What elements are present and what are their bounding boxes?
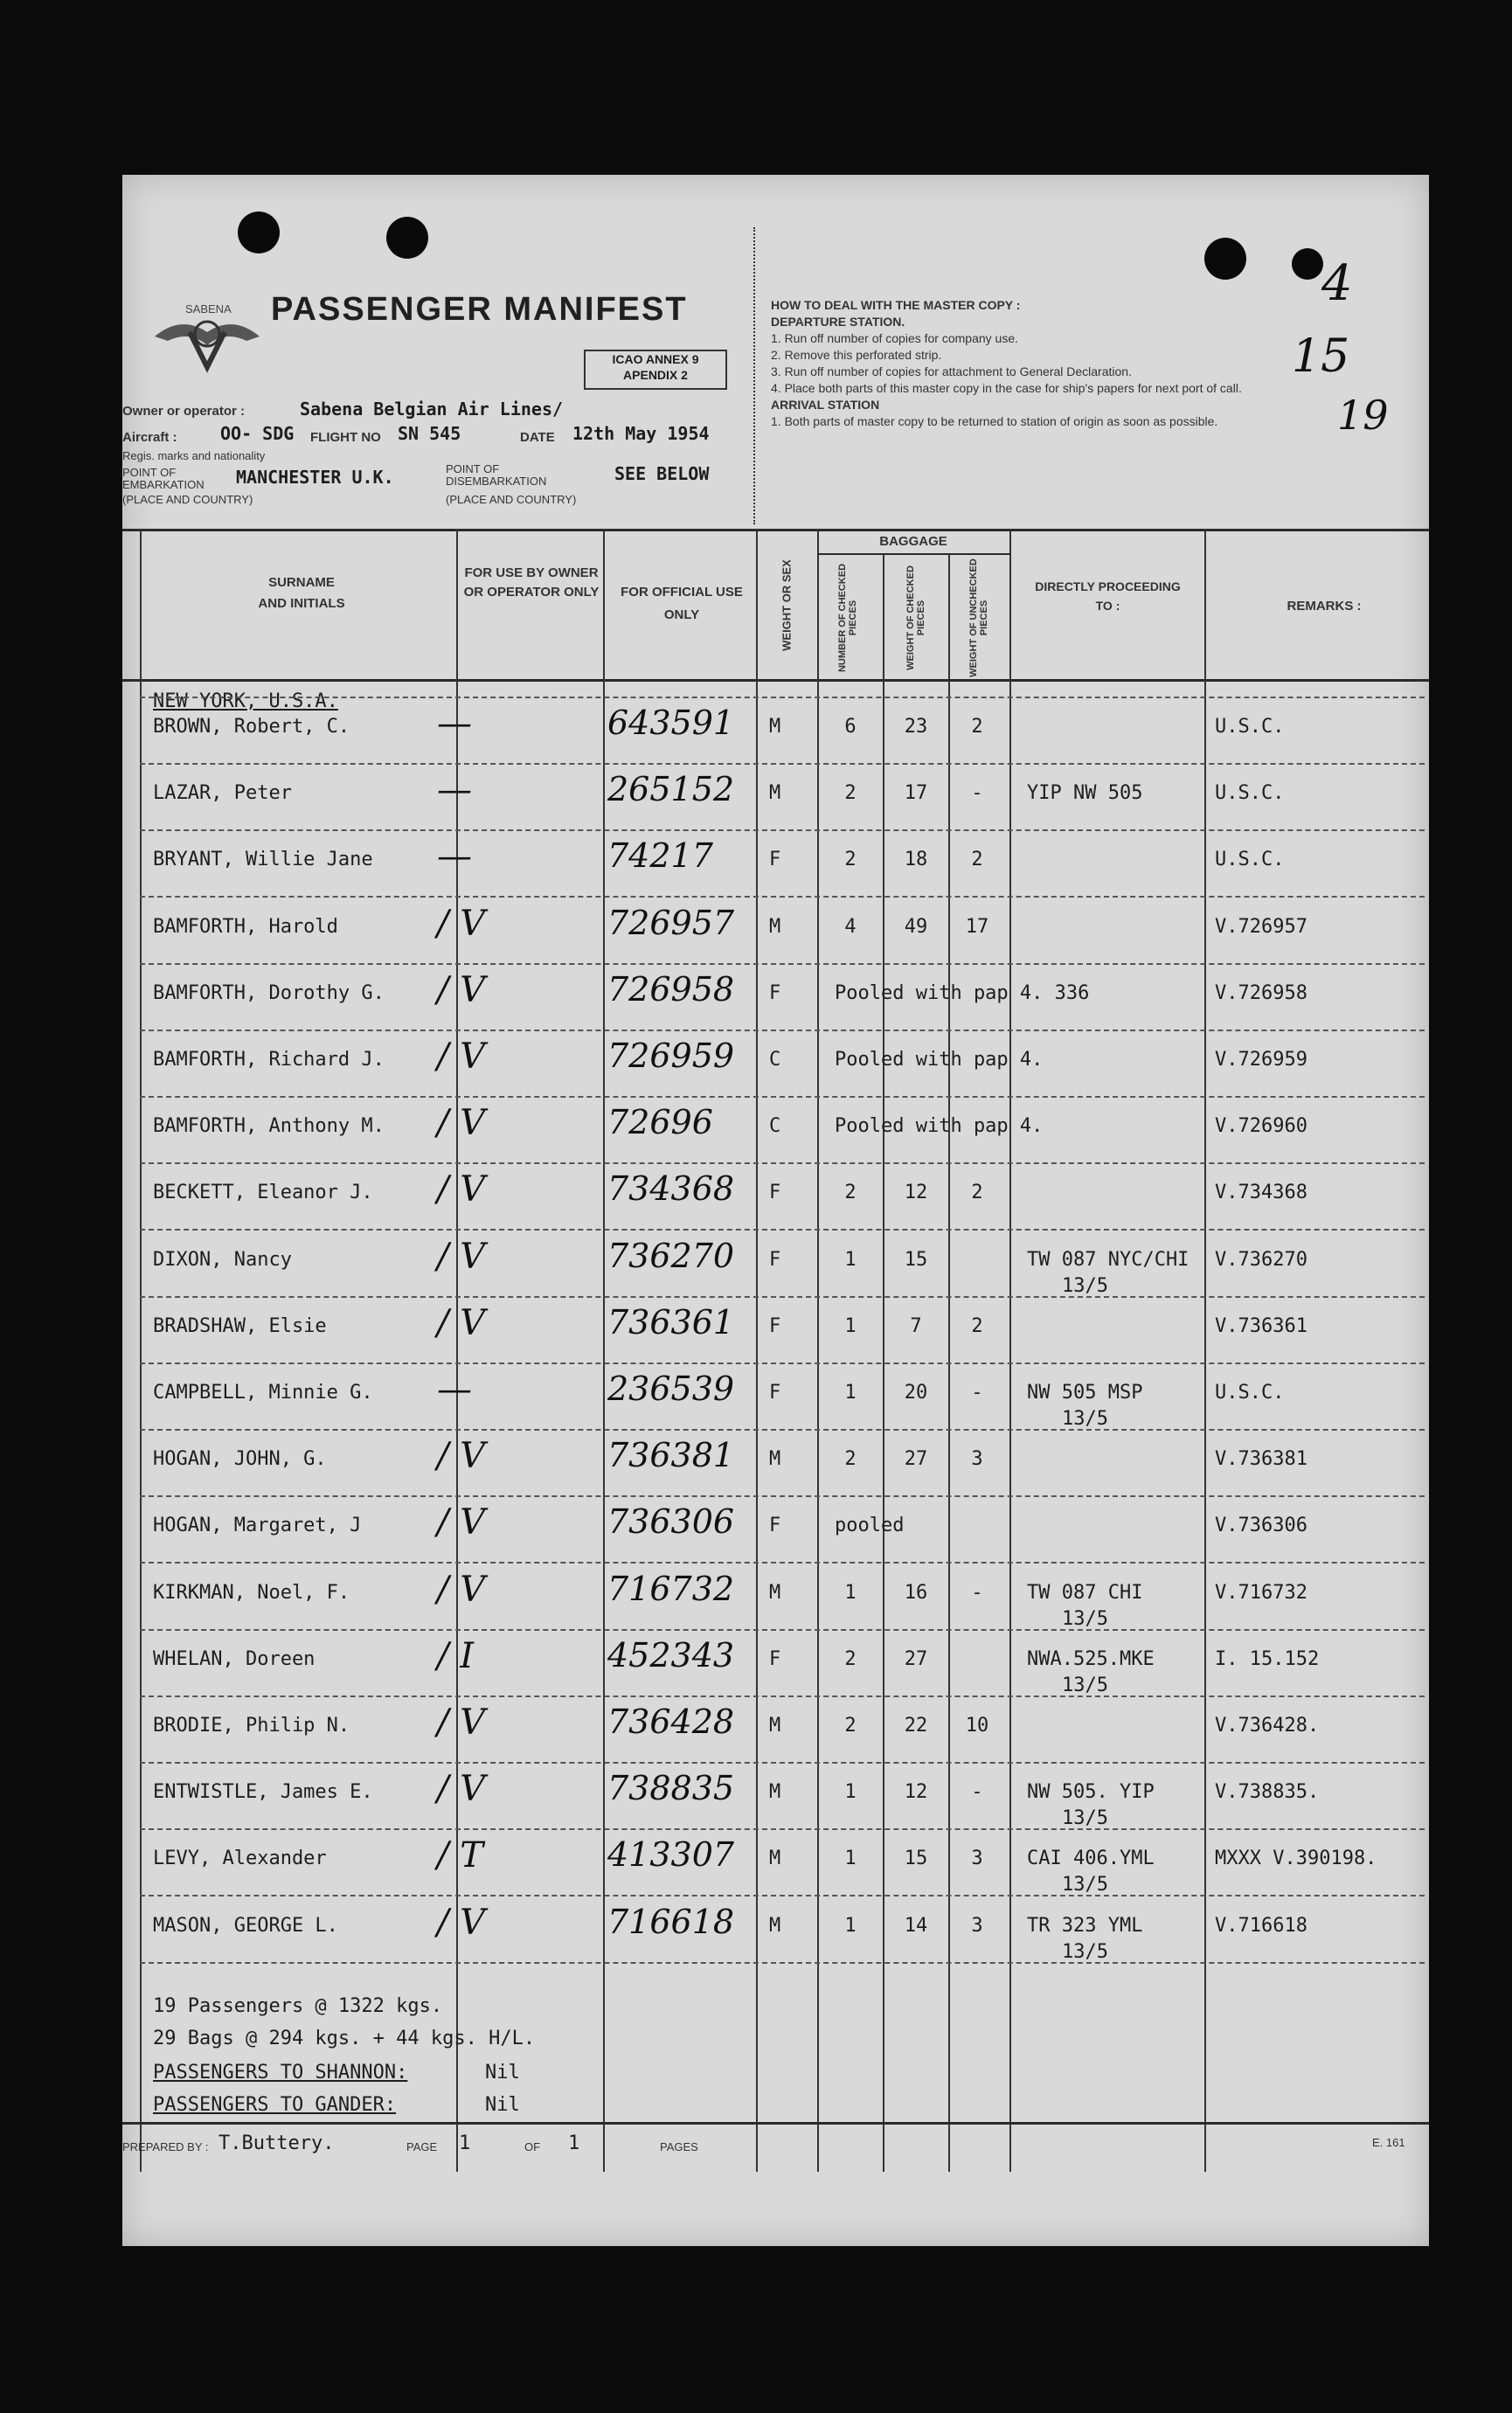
remarks: V.726958	[1215, 981, 1307, 1004]
owner-mark: / V	[437, 1569, 486, 1610]
logo-text: SABENA	[185, 302, 232, 315]
passenger-name: BAMFORTH, Anthony M.	[153, 1115, 385, 1138]
instruction-item: 3. Run off number of copies for attachment to General Declaration.	[771, 364, 1132, 378]
form-title: PASSENGER MANIFEST	[271, 291, 688, 328]
col-official-use: FOR OFFICIAL USE ONLY	[621, 585, 743, 622]
owner-mark: / V	[437, 1236, 486, 1277]
table-row	[122, 1902, 1429, 1978]
checked-weight: 14	[904, 1914, 928, 1937]
punch-hole	[238, 211, 280, 253]
remarks: V.726960	[1215, 1115, 1307, 1138]
disembark-value: SEE BELOW	[614, 463, 710, 484]
proceeding-date: 13/5	[1062, 1874, 1108, 1896]
unchecked-weight: 3	[971, 1448, 983, 1471]
remarks: I. 15.152	[1215, 1647, 1320, 1670]
unchecked-weight: 2	[971, 1314, 983, 1337]
passenger-name: WHELAN, Doreen	[153, 1647, 316, 1670]
flight-label: FLIGHT NO	[310, 430, 381, 445]
of-label: OF	[524, 2140, 541, 2153]
remarks: V.736428.	[1215, 1715, 1320, 1737]
passenger-name: LAZAR, Peter	[153, 782, 292, 805]
owner-mark: —	[437, 836, 472, 877]
passenger-sex: M	[769, 782, 781, 805]
pages-label: PAGES	[660, 2140, 698, 2153]
checked-weight: 49	[904, 915, 928, 938]
unchecked-weight: 2	[971, 849, 983, 871]
proceeding-to: CAI 406.YML	[1027, 1848, 1155, 1870]
instruction-item: 2. Remove this perforated strip.	[771, 348, 942, 362]
unchecked-weight: -	[971, 1581, 983, 1604]
row-rule	[140, 763, 1425, 765]
remarks: V.736270	[1215, 1248, 1307, 1271]
checked-weight: 17	[904, 782, 928, 805]
passenger-sex: F	[769, 1382, 781, 1404]
proceeding-date: 13/5	[1062, 1940, 1108, 1963]
table-row	[122, 1436, 1429, 1511]
checked-pieces: 6	[844, 716, 857, 738]
official-number: 734368	[607, 1169, 735, 1209]
unchecked-weight: -	[971, 1781, 983, 1804]
table-row	[122, 1103, 1429, 1178]
owner-mark: / V	[437, 969, 486, 1010]
arrival-heading: ARRIVAL STATION	[771, 398, 880, 412]
col-checked-num: NUMBER OF CHECKED PIECES	[837, 563, 858, 673]
checked-pieces: 2	[844, 1448, 857, 1471]
remarks: V.726957	[1215, 915, 1307, 938]
checked-pieces: 4	[844, 915, 857, 938]
checked-weight: 23	[904, 716, 928, 738]
owner-mark: / V	[437, 1902, 486, 1943]
official-number: 413307	[607, 1835, 735, 1875]
passenger-name: CAMPBELL, Minnie G.	[153, 1382, 373, 1404]
passenger-name: BAMFORTH, Richard J.	[153, 1049, 385, 1071]
owner-mark: / V	[437, 1037, 486, 1077]
header-bottom-rule	[122, 679, 1429, 682]
passenger-sex: F	[769, 981, 781, 1004]
checked-pieces: 1	[844, 1382, 857, 1404]
passenger-sex: C	[769, 1049, 781, 1071]
instruction-item: 4. Place both parts of this master copy in the case for ship's papers for next port of call.	[771, 381, 1242, 395]
row-rule	[140, 1162, 1425, 1164]
checked-weight: 20	[904, 1382, 928, 1404]
col-checked-wgt: WEIGHT OF CHECKED PIECES	[905, 565, 926, 670]
passenger-sex: F	[769, 1182, 781, 1204]
owner-mark: —	[437, 1369, 472, 1410]
checked-pieces: 2	[844, 1715, 857, 1737]
row-rule	[140, 829, 1425, 831]
instruction-item: 1. Both parts of master copy to be returned to station of origin as soon as possible.	[771, 414, 1218, 428]
checked-weight: 18	[904, 849, 928, 871]
checked-weight: 27	[904, 1647, 928, 1670]
sabena-logo	[150, 297, 264, 385]
owner-mark: / V	[437, 1702, 486, 1743]
manifest-sheet	[122, 175, 1429, 2246]
operator-value: Sabena Belgian Air Lines/	[300, 399, 564, 420]
regmarks-label: Regis. marks and nationality	[122, 449, 266, 462]
instructions	[771, 297, 1356, 430]
checked-weight: 15	[904, 1848, 928, 1870]
pooled-note: Pooled with pap 4.	[835, 1115, 1044, 1138]
passenger-sex: F	[769, 1314, 781, 1337]
official-number: 726958	[607, 969, 735, 1009]
passenger-sex: M	[769, 716, 781, 738]
official-number: 736306	[607, 1502, 735, 1542]
checked-weight: 27	[904, 1448, 928, 1471]
remarks: V.738835.	[1215, 1781, 1320, 1804]
corner-mark: 15	[1292, 330, 1350, 383]
col-sex: WEIGHT OR SEX	[780, 559, 794, 651]
pooled-note: Pooled with pap 4.	[835, 1049, 1044, 1071]
row-rule	[140, 1828, 1425, 1830]
proceeding-to: NWA.525.MKE	[1027, 1647, 1155, 1670]
unchecked-weight: -	[971, 782, 983, 805]
owner-mark: / V	[437, 1436, 486, 1477]
passenger-name: BROWN, Robert, C.	[153, 716, 350, 738]
unchecked-weight: 3	[971, 1848, 983, 1870]
passenger-name: DIXON, Nancy	[153, 1248, 292, 1271]
unchecked-weight: 2	[971, 1182, 983, 1204]
table-row	[122, 903, 1429, 979]
table-row	[122, 969, 1429, 1045]
official-number: 716732	[607, 1569, 735, 1608]
row-rule	[140, 1296, 1425, 1298]
baggage-rule	[817, 553, 1009, 555]
place-country-label: (PLACE AND COUNTRY)	[122, 493, 253, 506]
table-row	[122, 770, 1429, 845]
passenger-sex: C	[769, 1115, 781, 1138]
official-number: 72696	[607, 1103, 713, 1142]
checked-weight: 12	[904, 1182, 928, 1204]
checked-pieces: 2	[844, 782, 857, 805]
checked-pieces: 1	[844, 1781, 857, 1804]
proceeding-to: NW 505. YIP	[1027, 1781, 1155, 1804]
table-row	[122, 1037, 1429, 1112]
passenger-name: BAMFORTH, Dorothy G.	[153, 981, 385, 1004]
checked-pieces: 1	[844, 1314, 857, 1337]
shannon-value: Nil	[485, 2062, 520, 2084]
icao-line1: ICAO ANNEX 9	[612, 352, 699, 366]
instruction-item: 1. Run off number of copies for company use.	[771, 331, 1019, 345]
remarks: U.S.C.	[1215, 782, 1285, 805]
official-number: 736381	[607, 1436, 735, 1475]
remarks: V.716618	[1215, 1914, 1307, 1937]
table-row	[122, 1369, 1429, 1445]
pooled-note: pooled	[835, 1515, 905, 1537]
unchecked-weight: 10	[965, 1715, 989, 1737]
aircraft-value: OO- SDG	[220, 423, 295, 444]
col-unchecked-wgt: WEIGHT OF UNCHECKED PIECES	[968, 558, 989, 677]
row-rule	[140, 1429, 1425, 1431]
official-number: 736361	[607, 1302, 735, 1342]
passenger-name: BECKETT, Eleanor J.	[153, 1182, 373, 1204]
passenger-name: BAMFORTH, Harold	[153, 915, 338, 938]
row-rule	[140, 697, 1425, 698]
passenger-sex: M	[769, 1448, 781, 1471]
row-rule	[140, 1096, 1425, 1098]
col-owner-use: FOR USE BY OWNER OR OPERATOR ONLY	[463, 565, 600, 600]
owner-mark: / V	[437, 1502, 486, 1543]
official-number: 736270	[607, 1236, 735, 1275]
perforation-line	[753, 227, 755, 524]
passenger-name: BRYANT, Willie Jane	[153, 849, 373, 871]
footer-rule	[122, 2122, 1429, 2125]
proceeding-to: TR 323 YML	[1027, 1914, 1143, 1937]
table-row	[122, 836, 1429, 912]
table-row	[122, 1635, 1429, 1711]
gander-value: Nil	[485, 2094, 520, 2116]
passenger-name: HOGAN, Margaret, J	[153, 1515, 362, 1537]
remarks: MXXX V.390198.	[1215, 1848, 1377, 1870]
remarks: V.734368	[1215, 1182, 1307, 1204]
passenger-sex: M	[769, 1581, 781, 1604]
page-label: PAGE	[406, 2140, 438, 2153]
owner-mark: / V	[437, 1769, 486, 1810]
owner-mark: / V	[437, 1103, 486, 1144]
operator-label: Owner or operator :	[122, 404, 246, 419]
departure-heading: DEPARTURE STATION.	[771, 315, 905, 329]
passenger-name: KIRKMAN, Noel, F.	[153, 1581, 350, 1604]
remarks: V.736361	[1215, 1314, 1307, 1337]
owner-mark: —	[437, 770, 472, 811]
table-row	[122, 1302, 1429, 1378]
unchecked-weight: 17	[965, 915, 989, 938]
row-rule	[140, 1895, 1425, 1896]
proceeding-to: YIP NW 505	[1027, 782, 1143, 805]
remarks: U.S.C.	[1215, 716, 1285, 738]
remarks: V.736306	[1215, 1515, 1307, 1537]
checked-weight: 22	[904, 1715, 928, 1737]
unchecked-weight: 2	[971, 716, 983, 738]
passenger-sex: F	[769, 1515, 781, 1537]
official-number: 236539	[607, 1369, 735, 1408]
remarks: U.S.C.	[1215, 849, 1285, 871]
form-code: E. 161	[1372, 2136, 1405, 2149]
official-number: 738835	[607, 1769, 735, 1808]
official-number: 265152	[607, 770, 735, 809]
checked-pieces: 2	[844, 1182, 857, 1204]
col-remarks: REMARKS :	[1287, 599, 1362, 614]
place-country-label-2: (PLACE AND COUNTRY)	[446, 493, 577, 506]
passenger-name: HOGAN, JOHN, G.	[153, 1448, 327, 1471]
corner-mark: 19	[1337, 392, 1389, 439]
passenger-name: BRODIE, Philip N.	[153, 1715, 350, 1737]
passenger-sex: M	[769, 1914, 781, 1937]
owner-mark: / T	[437, 1835, 483, 1876]
checked-pieces: 1	[844, 1581, 857, 1604]
proceeding-date: 13/5	[1062, 1408, 1108, 1430]
proceeding-date: 13/5	[1062, 1607, 1108, 1630]
row-rule	[140, 1030, 1425, 1031]
corner-mark: 4	[1321, 255, 1353, 312]
table-row	[122, 704, 1429, 779]
proceeding-date: 13/5	[1062, 1674, 1108, 1696]
unchecked-weight: -	[971, 1382, 983, 1404]
col-directly: DIRECTLY PROCEEDING TO :	[1035, 579, 1181, 613]
passenger-name: MASON, GEORGE L.	[153, 1914, 338, 1937]
disembark-label: POINT OF DISEMBARKATION	[446, 462, 547, 488]
pooled-note: Pooled with pap 4. 336	[835, 981, 1090, 1004]
row-rule	[140, 963, 1425, 965]
checked-weight: 16	[904, 1581, 928, 1604]
embark-label: POINT OF EMBARKATION	[122, 466, 205, 491]
proceeding-date: 13/5	[1062, 1807, 1108, 1830]
official-number: 452343	[607, 1635, 735, 1675]
table-row	[122, 1702, 1429, 1778]
remarks: V.716732	[1215, 1581, 1307, 1604]
row-rule	[140, 1695, 1425, 1697]
row-rule	[140, 1629, 1425, 1631]
unchecked-weight: 3	[971, 1914, 983, 1937]
table-row	[122, 1769, 1429, 1844]
table-row	[122, 1236, 1429, 1312]
table-row	[122, 1835, 1429, 1910]
passenger-name: BRADSHAW, Elsie	[153, 1314, 327, 1337]
remarks: V.726959	[1215, 1049, 1307, 1071]
table-row	[122, 1502, 1429, 1577]
checked-pieces: 2	[844, 1647, 857, 1670]
checked-pieces: 1	[844, 1914, 857, 1937]
passenger-sex: F	[769, 849, 781, 871]
official-number: 74217	[607, 836, 713, 876]
owner-mark: / V	[437, 1302, 486, 1343]
owner-mark: / V	[437, 1169, 486, 1210]
icao-line2: APENDIX 2	[623, 368, 688, 382]
row-rule	[140, 1229, 1425, 1231]
owner-mark: / I	[437, 1635, 474, 1676]
official-number: 726959	[607, 1037, 735, 1075]
col-baggage: BAGGAGE	[879, 534, 947, 549]
table-top-rule	[122, 529, 1429, 531]
official-number: 643591	[607, 704, 735, 742]
gander-label: PASSENGERS TO GANDER:	[153, 2094, 397, 2116]
row-rule	[140, 1762, 1425, 1764]
owner-mark: / V	[437, 903, 486, 944]
passenger-name: ENTWISTLE, James E.	[153, 1781, 373, 1804]
proceeding-to: TW 087 CHI	[1027, 1581, 1143, 1604]
row-rule	[140, 1962, 1425, 1964]
checked-pieces: 1	[844, 1848, 857, 1870]
checked-pieces: 2	[844, 849, 857, 871]
section-heading: NEW YORK, U.S.A.	[153, 690, 338, 712]
date-value: 12th May 1954	[572, 423, 710, 444]
passenger-sex: M	[769, 1715, 781, 1737]
prepared-label: PREPARED BY :	[122, 2140, 209, 2153]
date-label: DATE	[520, 430, 555, 445]
row-rule	[140, 1495, 1425, 1497]
col-surname: SURNAME AND INITIALS	[258, 575, 345, 611]
shannon-label: PASSENGERS TO SHANNON:	[153, 2062, 408, 2084]
punch-hole	[1204, 238, 1246, 280]
official-number: 736428	[607, 1702, 735, 1741]
official-number: 726957	[607, 903, 735, 942]
row-rule	[140, 1363, 1425, 1364]
proceeding-to: TW 087 NYC/CHI	[1027, 1248, 1189, 1271]
embark-value: MANCHESTER U.K.	[236, 467, 394, 488]
punch-hole	[1292, 248, 1323, 280]
proceeding-date: 13/5	[1062, 1274, 1108, 1297]
table-row	[122, 1169, 1429, 1245]
row-rule	[140, 1562, 1425, 1564]
total-bags: 29 Bags @ 294 kgs. + 44 kgs. H/L.	[153, 2028, 536, 2049]
checked-weight: 12	[904, 1781, 928, 1804]
instructions-heading: HOW TO DEAL WITH THE MASTER COPY :	[771, 298, 1021, 312]
total-passengers: 19 Passengers @ 1322 kgs.	[153, 1995, 443, 2017]
official-number: 716618	[607, 1902, 735, 1941]
table-row	[122, 1569, 1429, 1645]
passenger-name: LEVY, Alexander	[153, 1848, 327, 1870]
aircraft-label: Aircraft :	[122, 430, 177, 445]
passenger-sex: M	[769, 1848, 781, 1870]
icao-box	[584, 350, 727, 390]
prepared-value: T.Buttery.	[218, 2132, 335, 2154]
flight-value: SN 545	[398, 423, 461, 444]
remarks: U.S.C.	[1215, 1382, 1285, 1404]
passenger-sex: F	[769, 1248, 781, 1271]
passenger-sex: M	[769, 1781, 781, 1804]
of-value: 1	[568, 2132, 580, 2154]
owner-mark: —	[437, 704, 472, 744]
passenger-sex: F	[769, 1647, 781, 1670]
passenger-sex: M	[769, 915, 781, 938]
remarks: V.736381	[1215, 1448, 1307, 1471]
checked-weight: 7	[910, 1314, 922, 1337]
row-rule	[140, 896, 1425, 898]
punch-hole	[386, 217, 428, 259]
proceeding-to: NW 505 MSP	[1027, 1382, 1143, 1404]
checked-pieces: 1	[844, 1248, 857, 1271]
page-value: 1	[459, 2132, 471, 2154]
checked-weight: 15	[904, 1248, 928, 1271]
